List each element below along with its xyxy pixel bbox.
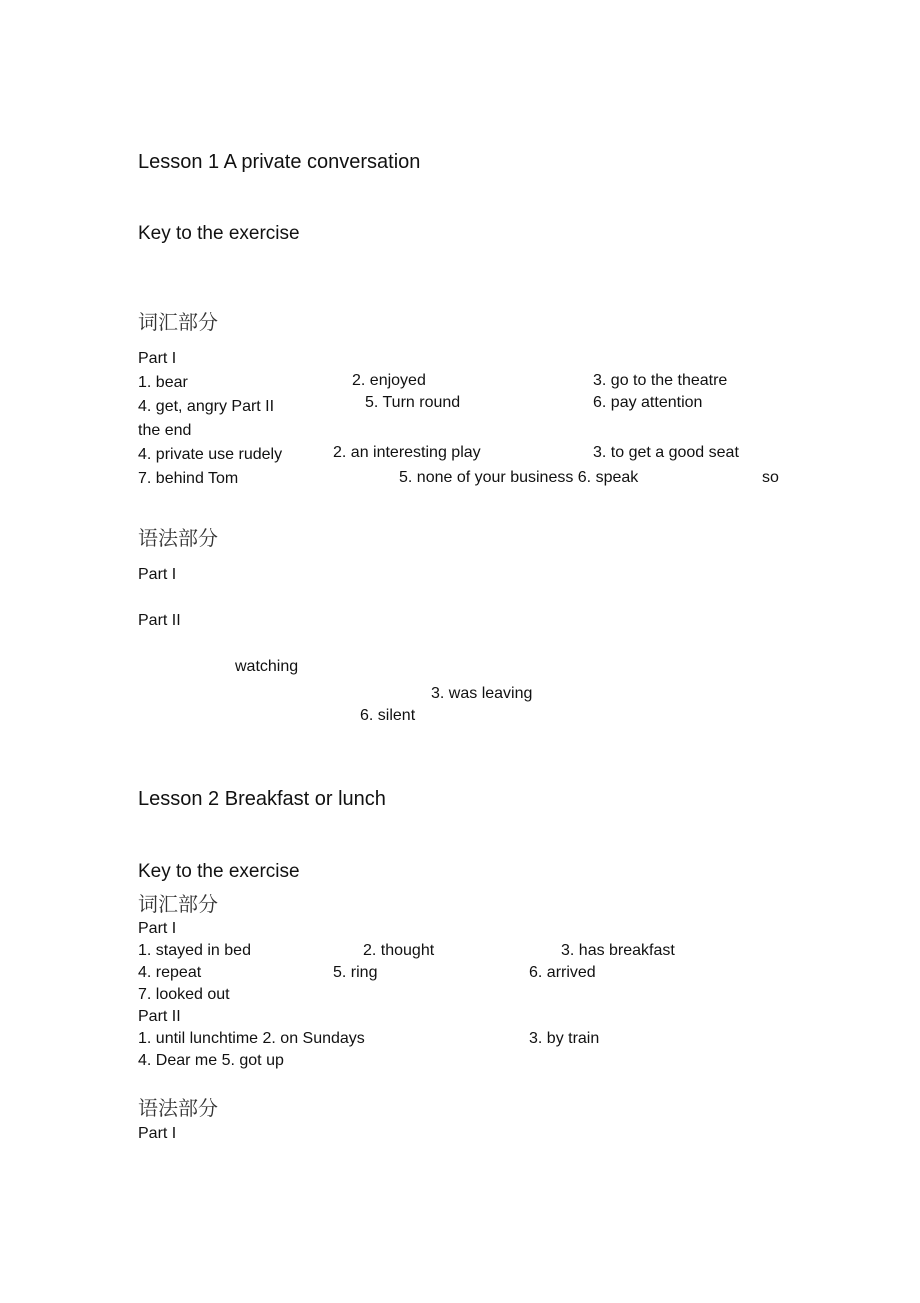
lesson2-vocab-answer: 3. has breakfast — [561, 942, 675, 959]
lesson2-vocab-part2-label: Part II — [138, 1008, 181, 1025]
lesson2-vocab-heading: 词汇部分 — [138, 892, 218, 916]
lesson1-vocab-answer: the end — [138, 422, 192, 439]
lesson2-vocab-answer: 2. thought — [363, 942, 435, 959]
lesson2-vocab-part1-label: Part I — [138, 920, 177, 937]
lesson2-grammar-heading: 语法部分 — [138, 1096, 218, 1120]
lesson1-grammar-part2-label: Part II — [138, 612, 181, 629]
lesson2-key-heading: Key to the exercise — [138, 861, 300, 882]
lesson2-vocab-answer: 5. ring — [333, 964, 378, 981]
lesson2-vocab-answer: 6. arrived — [529, 964, 596, 981]
lesson2-vocab-part2-answer: 3. by train — [529, 1030, 600, 1047]
lesson1-grammar-part1-label: Part I — [138, 566, 177, 583]
lesson1-vocab-answer: 4. private use rudely — [138, 446, 283, 463]
lesson1-vocab-answer: 1. bear — [138, 374, 188, 391]
lesson1-vocab-answer: 5. none of your business 6. speak — [399, 469, 639, 486]
lesson1-vocab-answer: 2. an interesting play — [333, 444, 481, 461]
lesson1-grammar-answer: 3. was leaving — [431, 685, 533, 702]
lesson2-title: Lesson 2 Breakfast or lunch — [138, 788, 386, 810]
lesson2-vocab-answer: 1. stayed in bed — [138, 942, 251, 959]
lesson1-vocab-answer: so — [762, 469, 779, 486]
lesson1-title: Lesson 1 A private conversation — [138, 151, 421, 173]
lesson1-grammar-heading: 语法部分 — [138, 526, 218, 550]
lesson1-vocab-answer: 7. behind Tom — [138, 470, 239, 487]
lesson1-key-heading: Key to the exercise — [138, 223, 300, 244]
lesson1-grammar-answer: watching — [235, 658, 299, 675]
lesson2-vocab-answer: 4. repeat — [138, 964, 202, 981]
lesson1-vocab-answer: 6. pay attention — [593, 394, 703, 411]
lesson1-vocab-answer: 5. Turn round — [365, 394, 461, 411]
lesson2-vocab-part2-answer: 4. Dear me 5. got up — [138, 1052, 284, 1069]
lesson2-vocab-answer: 7. looked out — [138, 986, 230, 1003]
lesson1-vocab-part1-label: Part I — [138, 350, 177, 367]
lesson1-vocab-answer: 3. go to the theatre — [593, 372, 728, 389]
lesson1-vocab-heading: 词汇部分 — [138, 310, 218, 334]
lesson1-vocab-answer: 3. to get a good seat — [593, 444, 739, 461]
lesson2-grammar-part1-label: Part I — [138, 1125, 177, 1142]
lesson1-vocab-answer: 4. get, angry Part II — [138, 398, 275, 415]
lesson1-vocab-answer: 2. enjoyed — [352, 372, 426, 389]
lesson2-vocab-part2-answer: 1. until lunchtime 2. on Sundays — [138, 1030, 365, 1047]
lesson1-grammar-answer: 6. silent — [360, 707, 416, 724]
